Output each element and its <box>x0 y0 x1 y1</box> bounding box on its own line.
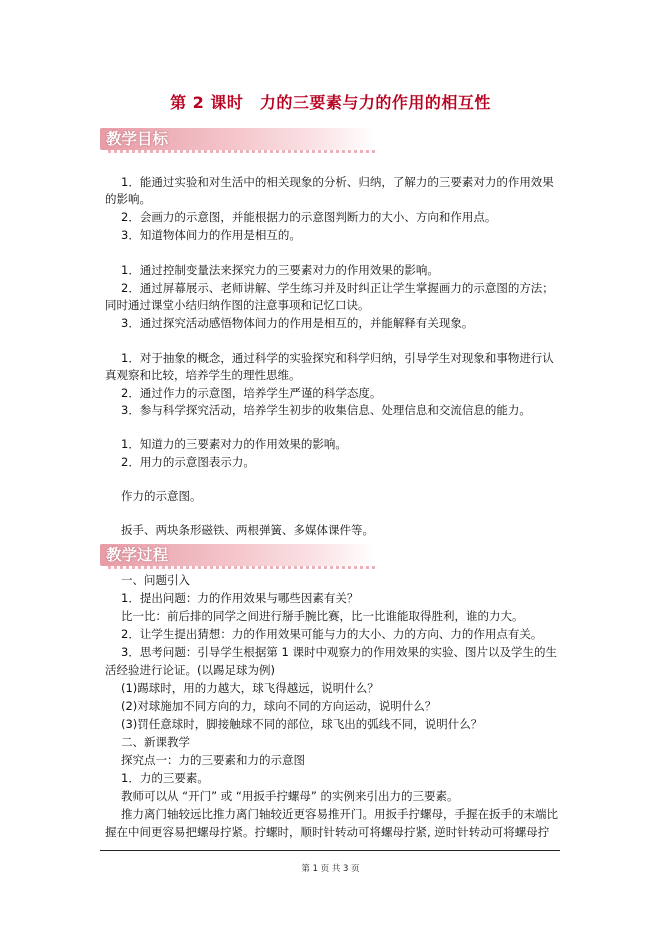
paragraph-line: (3)罚任意球时，脚接触球不同的部位，球飞出的弧线不同，说明什么？ <box>121 717 483 731</box>
paragraph-line: 2．会画力的示意图，并能根据力的示意图判断力的大小、方向和作用点。 <box>121 210 497 224</box>
paragraph-line: 探究点一：力的三要素和力的示意图 <box>121 753 305 767</box>
paragraph-line: 3．通过探究活动感悟物体间力的作用是相互的，并能解释有关现象。 <box>121 316 474 330</box>
paragraph-line: (2)对球施加不同方向的力，球向不同的方向运动，说明什么？ <box>121 699 437 713</box>
section-banner-goals-label: 教学目标 <box>106 130 169 148</box>
paragraph-line: 一、问题引入 <box>121 573 190 587</box>
paragraph-line: 2．通过作力的示意图，培养学生严谨的科学态度。 <box>121 386 382 400</box>
paragraph-line: 2．用力的示意图表示力。 <box>121 455 255 469</box>
paragraph-line: 1．提出问题：力的作用效果与哪些因素有关？ <box>121 591 359 605</box>
paragraph-line: 2．通过屏幕展示、老师讲解、学生练习并及时纠正让学生掌握画力的示意图的方法； <box>121 281 554 295</box>
paragraph-line: 推力离门轴较远比推力离门轴较近更容易推开门。用扳手拧螺母，手握在扳手的末端比 <box>121 807 558 821</box>
paragraph-line: 作力的示意图。 <box>121 489 202 503</box>
paragraph-line: 二、新课教学 <box>121 735 190 749</box>
paragraph-line: 3．参与科学探究活动，培养学生初步的收集信息、处理信息和交流信息的能力。 <box>121 403 531 417</box>
paragraph-line: 同时通过课堂小结归纳作图的注意事项和记忆口诀。 <box>105 298 370 312</box>
paragraph-line: 比一比：前后排的同学之间进行掰手腕比赛，比一比谁能取得胜利，谁的力大。 <box>121 609 524 623</box>
paragraph-line: 真观察和比较，培养学生的理性思维。 <box>105 368 301 382</box>
paragraph-line: 握在中间更容易把螺母拧紧。拧螺时，顺时针转动可将螺母拧紧, 逆时针转动可将螺母拧 <box>105 825 550 839</box>
paragraph-line: 3．思考问题：引导学生根据第 1 课时中观察力的作用效果的实验、图片以及学生的生 <box>121 645 557 659</box>
paragraph-line: 2．让学生提出猜想：力的作用效果可能与力的大小、力的方向、力的作用点有关。 <box>121 627 543 641</box>
paragraph-line: 1．通过控制变量法来探究力的三要素对力的作用效果的影响。 <box>121 263 439 277</box>
paragraph-line: 3．知道物体间力的作用是相互的。 <box>121 228 301 242</box>
banner-decoration <box>108 150 376 153</box>
paragraph-line: 教师可以从 “开门” 或 “用扳手拧螺母” 的实例来引出力的三要素。 <box>121 789 459 803</box>
paragraph-line: 1．知道力的三要素对力的作用效果的影响。 <box>121 437 347 451</box>
paragraph-line: 1．能通过实验和对生活中的相关现象的分析、归纳，了解力的三要素对力的作用效果 <box>121 175 554 189</box>
paragraph-line: 1．力的三要素。 <box>121 771 209 785</box>
section-banner-goals <box>100 128 376 150</box>
paragraph-line: 的影响。 <box>105 192 151 206</box>
paragraph-line: 活经验进行论证。(以踢足球为例) <box>105 663 275 677</box>
paragraph-line: 1．对于抽象的概念，通过科学的实验探究和科学归纳，引导学生对现象和事物进行认 <box>121 351 554 365</box>
paragraph-line: (1)踢球时，用的力越大，球飞得越远，说明什么？ <box>121 681 379 695</box>
footer-divider <box>100 850 560 851</box>
lesson-title: 第 2 课时 力的三要素与力的作用的相互性 <box>170 93 491 112</box>
section-banner-process <box>100 544 376 566</box>
page-number: 第 1 页 共 3 页 <box>301 864 360 874</box>
paragraph-line: 扳手、两块条形磁铁、两根弹簧、多媒体课件等。 <box>121 523 374 537</box>
section-banner-process-label: 教学过程 <box>106 546 169 564</box>
banner-decoration <box>108 566 376 569</box>
